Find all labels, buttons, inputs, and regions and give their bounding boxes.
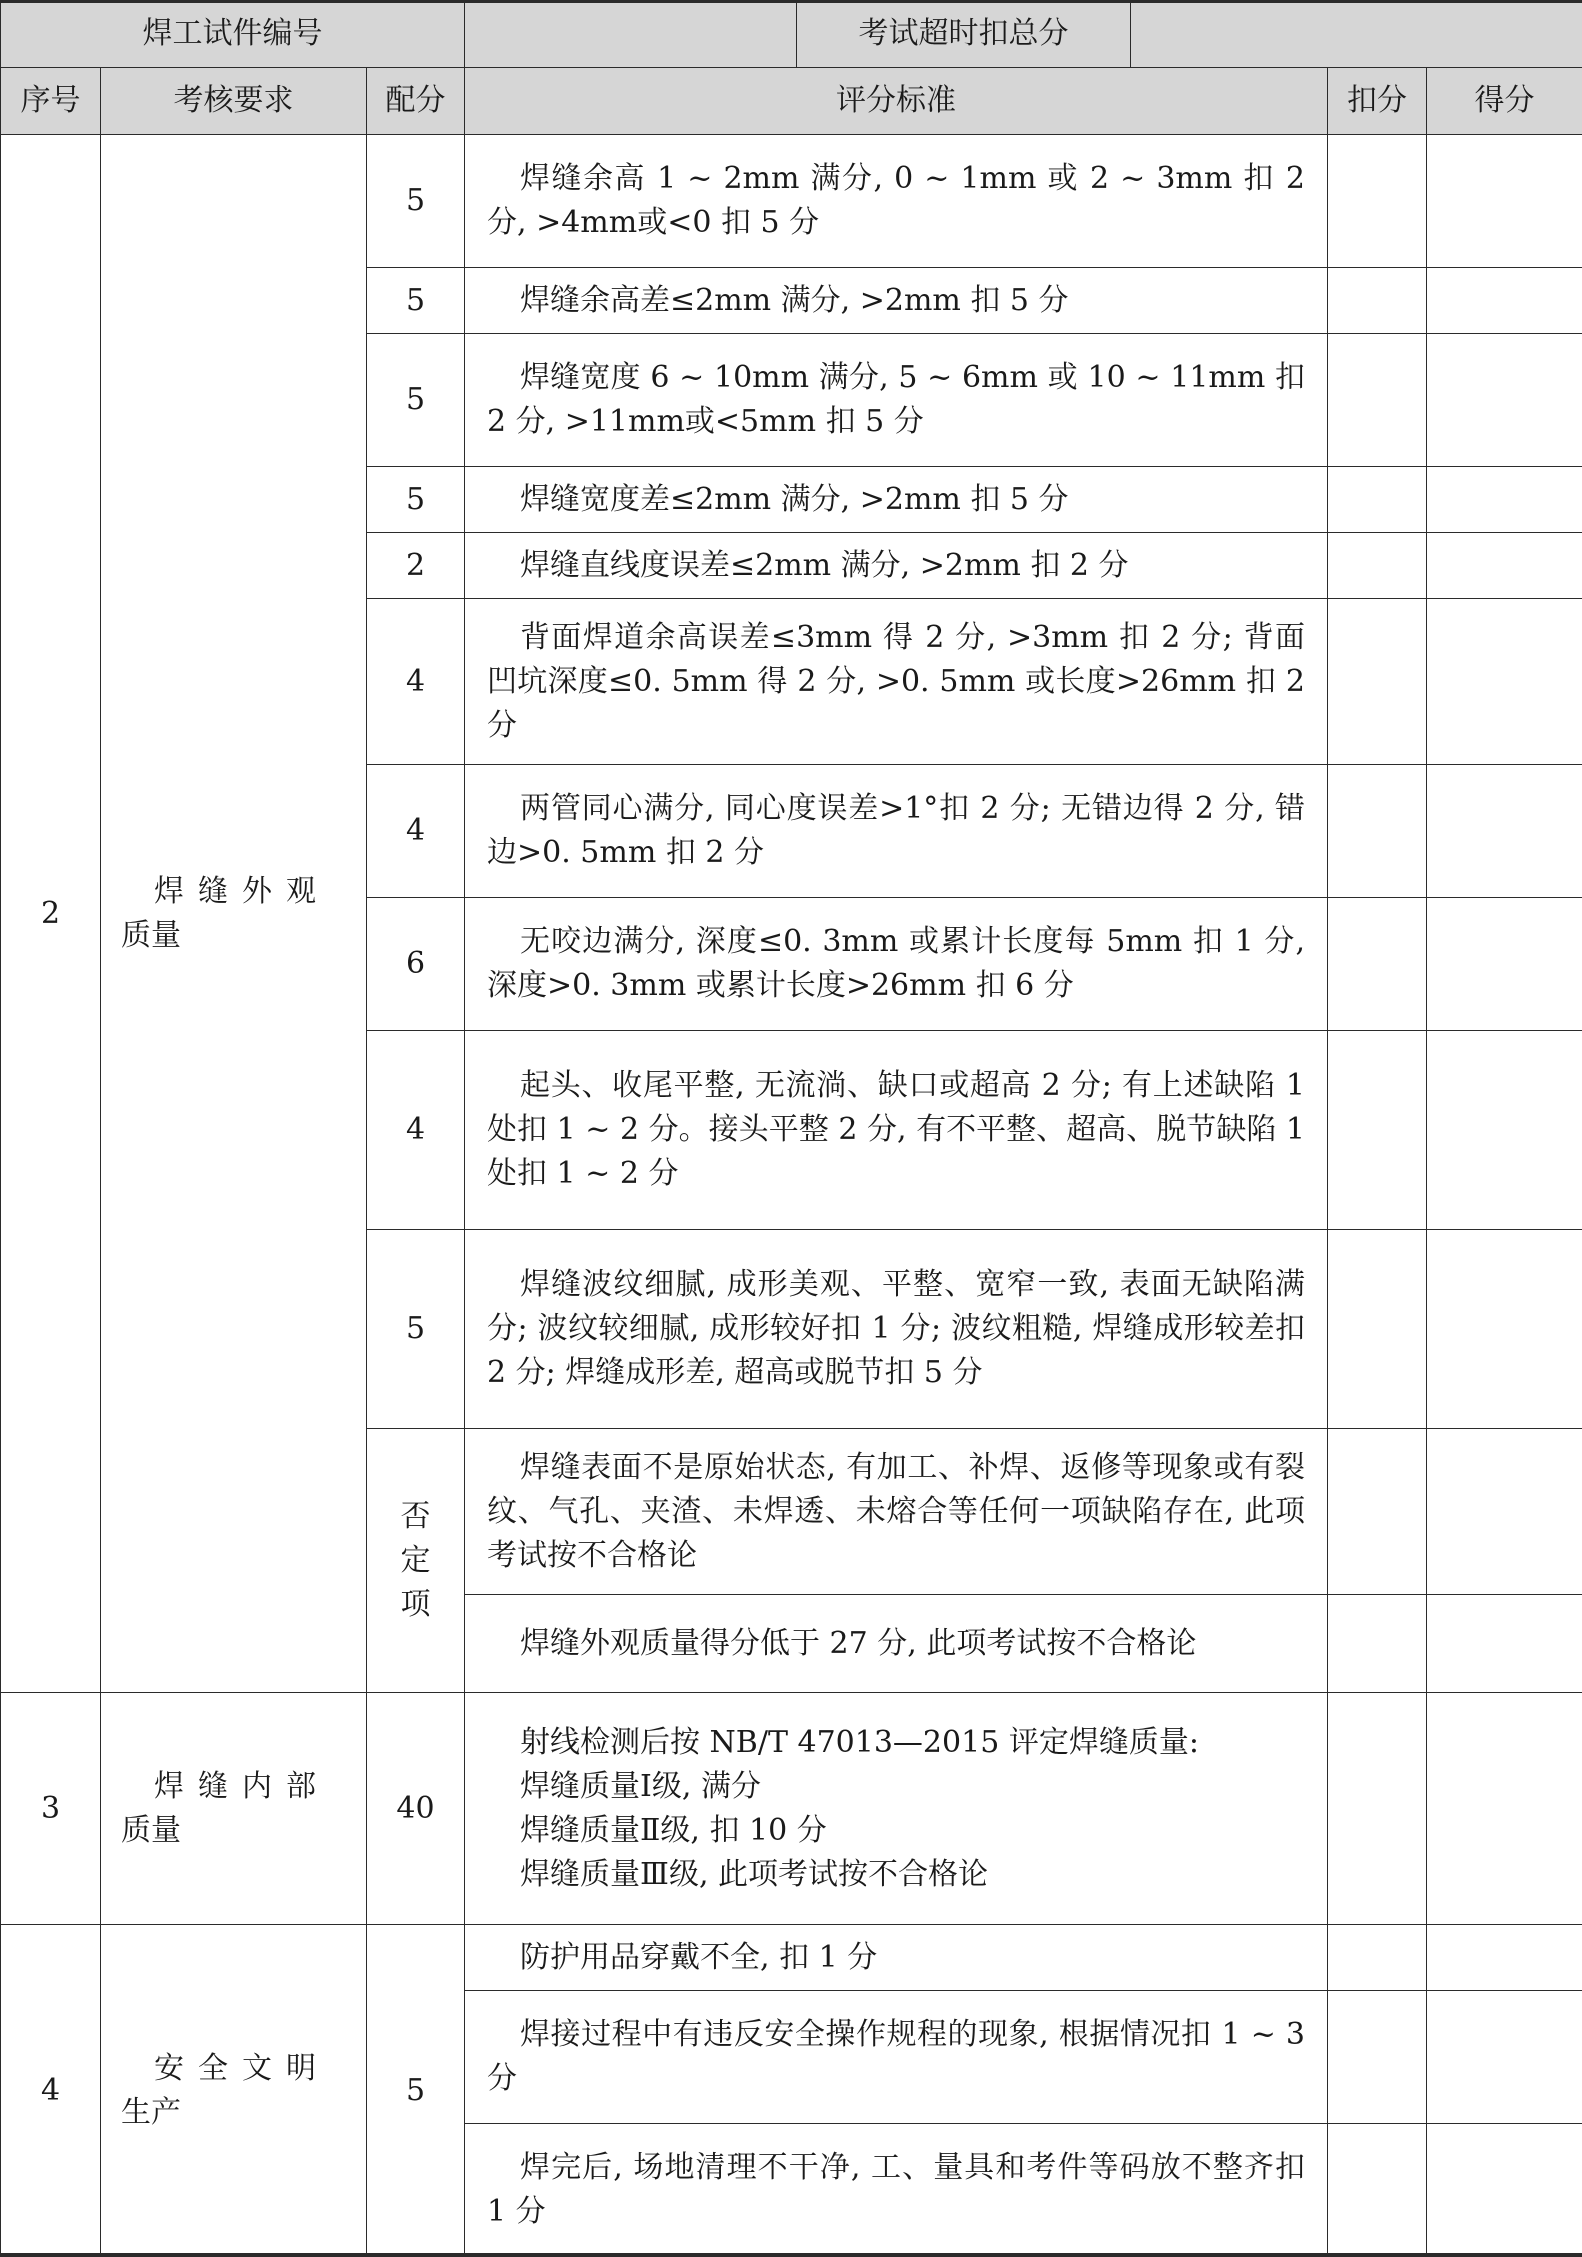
deduct-cell[interactable] <box>1328 135 1427 268</box>
score-cell[interactable] <box>1427 898 1582 1031</box>
criteria-cell: 焊缝余高 1 ~ 2mm 满分, 0 ~ 1mm 或 2 ~ 3mm 扣 2 分, >4mm或<0 扣 5 分 <box>465 135 1328 268</box>
score-cell[interactable] <box>1427 334 1582 467</box>
criteria-cell: 无咬边满分, 深度≤0. 3mm 或累计长度每 5mm 扣 1 分, 深度>0. 3mm 或累计长度>26mm 扣 6 分 <box>465 898 1328 1031</box>
score-cell[interactable] <box>1427 1693 1582 1925</box>
points-cell: 5 <box>367 467 465 533</box>
points-cell: 5 <box>367 268 465 334</box>
veto-label-cell: 否 定 项 <box>367 1429 465 1693</box>
points-cell: 5 <box>367 334 465 467</box>
deduct-cell[interactable] <box>1328 1031 1427 1230</box>
deduct-cell[interactable] <box>1328 1595 1427 1693</box>
criteria-cell: 焊缝宽度 6 ~ 10mm 满分, 5 ~ 6mm 或 10 ~ 11mm 扣 2 分, >11mm或<5mm 扣 5 分 <box>465 334 1328 467</box>
points-cell: 4 <box>367 1031 465 1230</box>
criteria-cell: 焊缝表面不是原始状态, 有加工、补焊、返修等现象或有裂纹、气孔、夹渣、未焊透、未熔合等任何一项缺陷存在, 此项考试按不合格论 <box>465 1429 1328 1595</box>
deduct-cell[interactable] <box>1328 765 1427 898</box>
points-cell: 4 <box>367 765 465 898</box>
bottom-rule <box>0 2253 1582 2257</box>
criteria-cell: 焊缝宽度差≤2mm 满分, >2mm 扣 5 分 <box>465 467 1328 533</box>
deduct-cell[interactable] <box>1328 1230 1427 1429</box>
score-cell[interactable] <box>1427 1230 1582 1429</box>
score-cell[interactable] <box>1427 268 1582 334</box>
criteria-cell: 射线检测后按 NB/T 47013—2015 评定焊缝质量: 焊缝质量Ⅰ级, 满分 焊缝质量Ⅱ级, 扣 10 分 焊缝质量Ⅲ级, 此项考试按不合格论 <box>465 1693 1328 1925</box>
seq-cell: 3 <box>1 1693 101 1925</box>
col-requirement: 考核要求 <box>101 68 367 135</box>
deduct-cell[interactable] <box>1328 1925 1427 1991</box>
score-cell[interactable] <box>1427 135 1582 268</box>
points-cell: 40 <box>367 1693 465 1925</box>
overtime-label: 考试超时扣总分 <box>797 2 1131 67</box>
points-cell: 6 <box>367 898 465 1031</box>
criteria-cell: 焊完后, 场地清理不干净, 工、量具和考件等码放不整齐扣 1 分 <box>465 2124 1328 2257</box>
header-row-columns <box>1 68 1582 135</box>
criteria-cell: 焊缝余高差≤2mm 满分, >2mm 扣 5 分 <box>465 268 1328 334</box>
criteria-cell: 焊接过程中有违反安全操作规程的现象, 根据情况扣 1 ~ 3分 <box>465 1991 1328 2124</box>
table-row <box>1 1693 1582 1925</box>
specimen-no-label: 焊工试件编号 <box>1 1 465 68</box>
score-cell[interactable] <box>1427 1429 1582 1595</box>
deduct-cell[interactable] <box>1328 334 1427 467</box>
score-cell[interactable] <box>1427 467 1582 533</box>
points-cell: 5 <box>367 135 465 268</box>
criteria-cell: 起头、收尾平整, 无流淌、缺口或超高 2 分; 有上述缺陷 1 处扣 1 ~ 2 分。接头平整 2 分, 有不平整、超高、脱节缺陷 1 处扣 1 ~ 2 分 <box>465 1031 1328 1230</box>
table-row <box>1 1925 1582 1991</box>
deduct-cell[interactable] <box>1328 898 1427 1031</box>
specimen-no-value <box>465 2 797 67</box>
col-deduct: 扣分 <box>1328 68 1427 135</box>
criteria-cell: 焊缝直线度误差≤2mm 满分, >2mm 扣 2 分 <box>465 533 1328 599</box>
requirement-cell: 焊缝外观 质量 <box>101 135 367 1693</box>
points-cell: 2 <box>367 533 465 599</box>
score-cell[interactable] <box>1427 1031 1582 1230</box>
col-criteria: 评分标准 <box>465 68 1328 135</box>
points-cell: 5 <box>367 1925 465 2257</box>
seq-cell: 4 <box>1 1925 101 2257</box>
points-cell: 4 <box>367 599 465 765</box>
col-score: 得分 <box>1427 68 1582 135</box>
points-cell: 5 <box>367 1230 465 1429</box>
requirement-cell: 安全文明 生产 <box>101 1925 367 2257</box>
criteria-cell: 防护用品穿戴不全, 扣 1 分 <box>465 1925 1328 1991</box>
col-seq: 序号 <box>1 68 101 135</box>
score-cell[interactable] <box>1427 765 1582 898</box>
deduct-cell[interactable] <box>1328 1991 1427 2124</box>
deduct-cell[interactable] <box>1328 467 1427 533</box>
table-row <box>1 135 1582 268</box>
criteria-cell: 焊缝波纹细腻, 成形美观、平整、宽窄一致, 表面无缺陷满分; 波纹较细腻, 成形较好扣 1 分; 波纹粗糙, 焊缝成形较差扣 2 分; 焊缝成形差, 超高或脱节扣 5 分 <box>465 1230 1328 1429</box>
criteria-cell: 两管同心满分, 同心度误差>1°扣 2 分; 无错边得 2 分, 错边>0. 5mm 扣 2 分 <box>465 765 1328 898</box>
score-cell[interactable] <box>1427 533 1582 599</box>
criteria-cell: 焊缝外观质量得分低于 27 分, 此项考试按不合格论 <box>465 1595 1328 1693</box>
score-cell[interactable] <box>1427 599 1582 765</box>
score-cell[interactable] <box>1427 2124 1582 2257</box>
header-right-cell <box>465 1 1582 68</box>
deduct-cell[interactable] <box>1328 599 1427 765</box>
deduct-cell[interactable] <box>1328 2124 1427 2257</box>
score-cell[interactable] <box>1427 1991 1582 2124</box>
top-rule <box>0 0 1582 3</box>
header-row-top <box>1 1 1582 68</box>
overtime-value <box>1131 2 1582 67</box>
deduct-cell[interactable] <box>1328 268 1427 334</box>
col-points: 配分 <box>367 68 465 135</box>
criteria-cell: 背面焊道余高误差≤3mm 得 2 分, >3mm 扣 2 分; 背面凹坑深度≤0. 5mm 得 2 分, >0. 5mm 或长度>26mm 扣 2 分 <box>465 599 1328 765</box>
score-cell[interactable] <box>1427 1925 1582 1991</box>
requirement-cell: 焊缝内部 质量 <box>101 1693 367 1925</box>
score-cell[interactable] <box>1427 1595 1582 1693</box>
deduct-cell[interactable] <box>1328 1429 1427 1595</box>
deduct-cell[interactable] <box>1328 533 1427 599</box>
seq-cell: 2 <box>1 135 101 1693</box>
deduct-cell[interactable] <box>1328 1693 1427 1925</box>
